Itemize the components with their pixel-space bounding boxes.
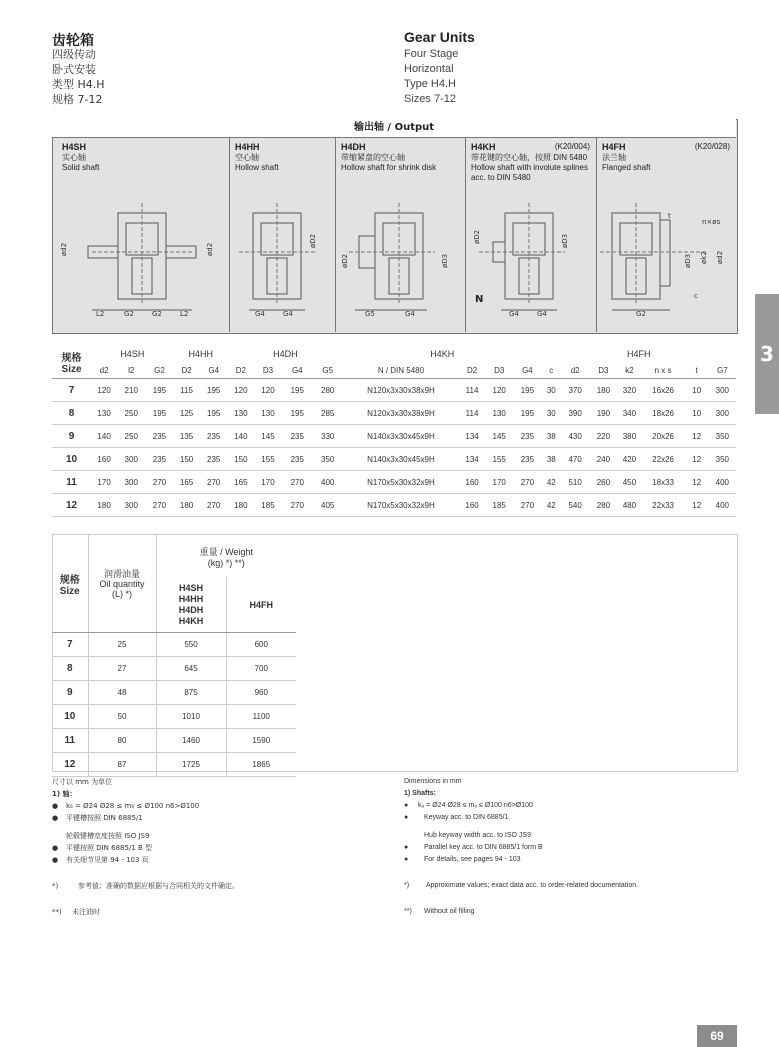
note-details: 有关细节见第 94 - 103 页 <box>66 856 149 864</box>
table-cell: 25 <box>88 633 156 657</box>
oil-header-cn: 润滑油量 <box>103 568 140 579</box>
table-cell: 170 <box>254 471 282 494</box>
type-code: H4KH <box>471 142 496 152</box>
table-cell: 1100 <box>226 705 296 729</box>
dim-label: t <box>668 212 671 220</box>
oil-header <box>88 535 156 633</box>
column-header: D2 <box>466 365 478 375</box>
subtitle-cn-line: 卧式安装 <box>52 63 96 76</box>
table-cell: 875 <box>156 681 226 705</box>
table-cell: 27 <box>88 657 156 681</box>
note-shafts: 1) 轴： <box>52 790 77 798</box>
table-cell: 195 <box>145 379 173 402</box>
table-cell: 285 <box>312 402 342 425</box>
table-cell: 480 <box>617 494 641 517</box>
table-cell: N140x3x30x45x9H <box>343 448 459 471</box>
subtitle-cn-line: 规格 7-12 <box>52 93 103 106</box>
table-cell: 155 <box>485 448 513 471</box>
table-cell: 140 <box>228 425 254 448</box>
table-cell: 470 <box>561 448 589 471</box>
column-header: t <box>695 365 698 375</box>
size-cell: 7 <box>52 633 88 657</box>
dim-label: ød2 <box>60 242 68 256</box>
type-cn: 带缩紧盘的空心轴 <box>341 153 405 162</box>
weight-col-a-item: H4KH <box>178 615 204 626</box>
note-shafts: 1) Shafts: <box>404 790 436 797</box>
subtitle-cn <box>52 47 105 107</box>
size-header <box>52 346 91 379</box>
table-cell: N120x3x30x38x9H <box>343 402 459 425</box>
table-cell: 420 <box>617 448 641 471</box>
table-cell: 134 <box>459 425 485 448</box>
oil-header-en: Oil quantity <box>99 578 145 589</box>
table-cell: 400 <box>312 471 342 494</box>
note-star: Approximate values; exact data acc. to order-related documentation. <box>426 882 639 889</box>
table-cell: 38 <box>542 425 562 448</box>
dim-label: G4 <box>255 310 265 318</box>
table-cell: N170x5x30x32x9H <box>343 494 459 517</box>
table-cell: 120 <box>228 379 254 402</box>
table-cell: 150 <box>174 448 200 471</box>
table-cell: 240 <box>589 448 617 471</box>
table-cell: 510 <box>561 471 589 494</box>
table-cell: 300 <box>709 379 736 402</box>
table-cell: 600 <box>226 633 296 657</box>
dim-label: L2 <box>180 310 189 318</box>
table-cell: 235 <box>200 448 228 471</box>
size-header-cn: 规格 <box>61 353 82 364</box>
weight-table <box>52 535 296 777</box>
dim-label: N <box>475 294 484 305</box>
type-code: H4FH <box>602 142 626 152</box>
table-cell: 10 <box>685 379 709 402</box>
table-cell: 540 <box>561 494 589 517</box>
column-header: N / DIN 5480 <box>377 365 425 375</box>
table-cell: 18x33 <box>641 471 684 494</box>
section-tab[interactable]: 3 <box>755 294 779 414</box>
size-cell: 12 <box>52 753 88 777</box>
weight-col-a-item: H4SH <box>178 582 203 593</box>
column-header: G7 <box>716 365 728 375</box>
output-col-h4dh <box>335 138 466 332</box>
table-cell: 195 <box>200 402 228 425</box>
table-cell: 390 <box>561 402 589 425</box>
subtitle-en-line: Sizes 7-12 <box>404 93 456 105</box>
table-cell: 250 <box>117 402 145 425</box>
table-cell: 22x33 <box>641 494 684 517</box>
table-cell: 50 <box>88 705 156 729</box>
table-cell: 38 <box>542 448 562 471</box>
table-cell: 42 <box>542 494 562 517</box>
size-cell: 10 <box>52 448 91 471</box>
table-cell: 235 <box>513 425 541 448</box>
table-cell: 350 <box>709 448 736 471</box>
column-header: D2 <box>235 365 246 375</box>
table-row <box>52 494 736 517</box>
table-cell: 270 <box>282 471 312 494</box>
dim-label: øD3 <box>441 253 449 268</box>
table-cell: 450 <box>617 471 641 494</box>
type-ref: (K20/004) <box>554 142 590 151</box>
weight-header-title: 重量 / Weight <box>199 546 253 557</box>
table-cell: 400 <box>709 494 736 517</box>
table-cell: 12 <box>685 494 709 517</box>
weight-header-unit: (kg) *) **) <box>207 557 245 568</box>
size-cell: 11 <box>52 471 91 494</box>
note-dstar-mark: **) <box>404 908 412 915</box>
column-header: c <box>549 365 554 375</box>
table-cell: 150 <box>228 448 254 471</box>
table-cell: 280 <box>312 379 342 402</box>
table-cell: 195 <box>145 402 173 425</box>
table-cell: 300 <box>117 471 145 494</box>
title-cn: 齿轮箱 <box>52 33 94 49</box>
table-cell: 155 <box>254 448 282 471</box>
type-code: H4DH <box>341 142 366 152</box>
dim-label: c <box>694 292 698 300</box>
table-cell: 145 <box>254 425 282 448</box>
table-cell: 130 <box>254 402 282 425</box>
output-col-h4kh <box>465 138 597 332</box>
table-cell: 350 <box>709 425 736 448</box>
note-keyway: Keyway acc. to DIN 6885/1 <box>424 814 509 821</box>
table-cell: 300 <box>709 402 736 425</box>
table-cell: 400 <box>709 471 736 494</box>
table-cell: 134 <box>459 448 485 471</box>
group-header: H4HH <box>188 349 213 359</box>
table-cell: 16x26 <box>641 379 684 402</box>
column-header: l2 <box>128 365 135 375</box>
table-cell: 48 <box>88 681 156 705</box>
subtitle-en <box>404 47 458 107</box>
subtitle-cn-line: 四级传动 <box>52 48 96 61</box>
title-en: Gear Units <box>404 29 475 45</box>
table-cell: 270 <box>145 471 173 494</box>
table-cell: 235 <box>145 425 173 448</box>
table-cell: 30 <box>542 402 562 425</box>
table-row <box>52 705 296 729</box>
dim-label: øD3 <box>561 233 569 248</box>
table-cell: 145 <box>485 425 513 448</box>
dim-label: L2 <box>96 310 105 318</box>
subtitle-cn-line: 类型 H4.H <box>52 78 105 91</box>
table-cell: 195 <box>513 402 541 425</box>
table-row <box>52 753 296 777</box>
dim-label: G4 <box>509 310 519 318</box>
table-cell: 550 <box>156 633 226 657</box>
subtitle-en-line: Four Stage <box>404 48 459 60</box>
table-cell: 235 <box>282 425 312 448</box>
table-cell: 270 <box>513 494 541 517</box>
table-cell: 140 <box>91 425 117 448</box>
type-cn: 空心轴 <box>235 153 259 162</box>
table-cell: 125 <box>174 402 200 425</box>
table-cell: 180 <box>228 494 254 517</box>
table-cell: 180 <box>91 494 117 517</box>
table-cell: 320 <box>617 379 641 402</box>
table-cell: 42 <box>542 471 562 494</box>
table-row <box>52 657 296 681</box>
note-hub: Hub keyway width acc. to ISO JS9 <box>424 832 531 839</box>
table-cell: 235 <box>200 425 228 448</box>
note-keyway: 平键槽按照 DIN 6885/1 <box>66 814 143 822</box>
table-cell: 270 <box>200 471 228 494</box>
table-cell: 195 <box>282 402 312 425</box>
table-cell: 18x26 <box>641 402 684 425</box>
column-header: G2 <box>154 365 165 375</box>
group-header: H4KH <box>430 349 455 359</box>
note-dstar: 未注油时 <box>72 908 100 916</box>
column-header: D2 <box>181 365 192 375</box>
table-cell: 1865 <box>226 753 296 777</box>
table-row <box>52 681 296 705</box>
output-title: 输出轴 / Output <box>52 119 736 138</box>
group-header: H4FH <box>627 349 651 359</box>
table-cell: 80 <box>88 729 156 753</box>
note-k-line: k₆ = Ø24 Ø28 ≤ m₆ ≤ Ø100 n6>Ø100 <box>66 802 200 810</box>
table-cell: 700 <box>226 657 296 681</box>
type-code: H4HH <box>235 142 260 152</box>
column-header: k2 <box>625 365 634 375</box>
table-cell: 370 <box>561 379 589 402</box>
size-cell: 7 <box>52 379 91 402</box>
output-col-h4hh <box>229 138 336 332</box>
table-cell: 130 <box>228 402 254 425</box>
size-header-cn: 规格 <box>59 574 80 586</box>
column-header: G5 <box>322 365 334 375</box>
table-cell: 115 <box>174 379 200 402</box>
table-row <box>52 402 736 425</box>
table-row <box>52 729 296 753</box>
table-row <box>52 425 736 448</box>
oil-header-unit: (L) *) <box>112 588 132 599</box>
type-ref: (K20/028) <box>694 142 730 151</box>
weight-col-a-item: H4HH <box>178 593 204 604</box>
dim-label: øk2 <box>700 251 708 264</box>
group-header: H4SH <box>120 349 145 359</box>
table-cell: 180 <box>174 494 200 517</box>
dim-label: G2 <box>124 310 134 318</box>
table-cell: 210 <box>117 379 145 402</box>
dim-label: øD2 <box>473 229 481 244</box>
table-cell: 120 <box>91 379 117 402</box>
dim-label: G4 <box>537 310 547 318</box>
notes-en: Dimensions in mm 1) Shafts: ● k₆ = Ø24 Ø28 ≤ m₆ ≤ Ø100 n6>Ø100 ● Keyway acc. to DIN 6885/1 Hub keyway width acc. to ISO JS9 ● Parallel key acc. to DIN 6885/1 form B ● For details, see pages 94 - 103 *) Approximate values; exact data acc. to order-related documentation. **) Without oil filling <box>404 776 734 918</box>
type-code: H4SH <box>62 142 87 152</box>
type-en: Hollow shaft with involute splines acc. to DIN 5480 <box>471 163 588 182</box>
dim-label: G2 <box>636 310 646 318</box>
table-cell: 160 <box>459 494 485 517</box>
table-cell: 20x26 <box>641 425 684 448</box>
subtitle-en-line: Type H4.H <box>404 78 456 90</box>
column-header: G4 <box>522 365 533 375</box>
weight-col-a <box>156 577 226 632</box>
note-star-mark: *) <box>404 882 410 889</box>
column-header: d2 <box>570 365 580 375</box>
dim-label: G5 <box>365 310 375 318</box>
group-header: H4DH <box>273 349 298 359</box>
table-cell: 270 <box>282 494 312 517</box>
note-dstar: Without oil filling <box>424 908 475 915</box>
table-cell: N140x3x30x45x9H <box>343 425 459 448</box>
table-cell: 270 <box>200 494 228 517</box>
drawing-h4fh <box>596 198 736 328</box>
dim-label: øD2 <box>341 253 349 268</box>
table-cell: N120x3x30x38x9H <box>343 379 459 402</box>
size-cell: 10 <box>52 705 88 729</box>
table-cell: 30 <box>542 379 562 402</box>
table-cell: 235 <box>145 448 173 471</box>
table-cell: 270 <box>513 471 541 494</box>
table-cell: 12 <box>685 425 709 448</box>
table-cell: 114 <box>459 379 485 402</box>
type-en: Hollow shaft for shrink disk <box>341 163 437 172</box>
table-cell: 280 <box>589 494 617 517</box>
output-col-h4sh <box>52 138 230 332</box>
type-cn: 法兰轴 <box>602 153 626 162</box>
table-cell: 185 <box>254 494 282 517</box>
size-header-en: Size <box>61 364 82 375</box>
table-row <box>52 633 296 657</box>
table-cell: 1460 <box>156 729 226 753</box>
type-en: Flanged shaft <box>602 163 651 172</box>
dimension-table <box>52 346 736 517</box>
output-col-h4fh <box>596 138 736 332</box>
table-cell: 12 <box>685 448 709 471</box>
table-cell: 165 <box>174 471 200 494</box>
dim-label: ød2 <box>206 242 214 256</box>
table-cell: 195 <box>200 379 228 402</box>
size-cell: 12 <box>52 494 91 517</box>
drawing-h4kh <box>465 198 596 328</box>
table-cell: 645 <box>156 657 226 681</box>
table-cell: 1010 <box>156 705 226 729</box>
size-header <box>52 535 88 633</box>
page-number: 69 <box>697 1025 737 1047</box>
table-cell: 350 <box>312 448 342 471</box>
note-star-mark: *) <box>52 882 59 890</box>
dim-label: ød2 <box>716 250 724 264</box>
dim-label: G2 <box>152 310 162 318</box>
type-cn: 实心轴 <box>62 153 86 162</box>
note-star: 参考值；准确的数据应根据与合同相关的文件确定。 <box>78 882 239 890</box>
column-header: D3 <box>262 365 274 375</box>
dim-label: G4 <box>283 310 293 318</box>
note-hub: 轮毂键槽宽度按照 ISO JS9 <box>66 832 150 840</box>
table-cell: 405 <box>312 494 342 517</box>
table-cell: 87 <box>88 753 156 777</box>
type-en: Solid shaft <box>62 163 100 172</box>
type-cn: 带花键的空心轴，按照 DIN 5480 <box>471 153 588 162</box>
dim-label: G4 <box>405 310 415 318</box>
table-cell: 185 <box>485 494 513 517</box>
note-unit: Dimensions in mm <box>404 778 462 785</box>
table-cell: 260 <box>589 471 617 494</box>
table-cell: 130 <box>91 402 117 425</box>
column-header: G4 <box>291 365 303 375</box>
table-row <box>52 471 736 494</box>
note-dstar-mark: **) <box>52 908 62 916</box>
column-header: D3 <box>598 365 609 375</box>
table-cell: 120 <box>254 379 282 402</box>
size-cell: 8 <box>52 657 88 681</box>
table-cell: 1725 <box>156 753 226 777</box>
table-cell: 190 <box>589 402 617 425</box>
size-cell: 9 <box>52 681 88 705</box>
weight-header <box>156 535 296 577</box>
table-cell: 130 <box>485 402 513 425</box>
table-cell: 120 <box>485 379 513 402</box>
dim-label: n×øs <box>702 218 721 226</box>
table-cell: 330 <box>312 425 342 448</box>
drawing-h4hh <box>229 198 335 328</box>
note-parallel: 平键按照 DIN 6885/1 B 型 <box>66 844 153 852</box>
column-header: D3 <box>494 365 505 375</box>
note-parallel: Parallel key acc. to DIN 6885/1 form B <box>424 844 543 851</box>
weight-col-b: H4FH <box>226 577 296 632</box>
note-k-line: k₆ = Ø24 Ø28 ≤ m₆ ≤ Ø100 n6>Ø100 <box>418 802 533 809</box>
table-cell: 170 <box>485 471 513 494</box>
notes-cn: 尺寸以 mm 为单位 1) 轴： ● k₆ = Ø24 Ø28 ≤ m₆ ≤ Ø100 n6>Ø100 ● 平键槽按照 DIN 6885/1 轮毂键槽宽度按照 ISO JS9 ● 平键按照 DIN 6885/1 B 型 ● 有关细节见第 94 - 103 页 *) 参考值；准确的数据应根据与合同相关的文件确定。 **) 未注油时 <box>52 776 372 918</box>
table-cell: 270 <box>145 494 173 517</box>
table-cell: 160 <box>91 448 117 471</box>
column-header: n x s <box>654 365 672 375</box>
table-cell: 10 <box>685 402 709 425</box>
table-cell: 235 <box>513 448 541 471</box>
table-cell: 300 <box>117 494 145 517</box>
column-header: G4 <box>208 365 220 375</box>
table-cell: 1590 <box>226 729 296 753</box>
table-cell: 300 <box>117 448 145 471</box>
table-cell: 220 <box>589 425 617 448</box>
note-details: For details, see pages 94 - 103 <box>424 856 521 863</box>
table-cell: 380 <box>617 425 641 448</box>
size-header-en: Size <box>59 585 80 597</box>
table-row <box>52 379 736 402</box>
table-cell: 180 <box>589 379 617 402</box>
table-cell: 195 <box>282 379 312 402</box>
table-cell: 250 <box>117 425 145 448</box>
table-cell: 12 <box>685 471 709 494</box>
size-cell: 11 <box>52 729 88 753</box>
table-cell: 170 <box>91 471 117 494</box>
drawing-h4sh <box>52 198 229 328</box>
size-cell: 9 <box>52 425 91 448</box>
table-cell: 340 <box>617 402 641 425</box>
table-cell: N170x5x30x32x9H <box>343 471 459 494</box>
table-cell: 160 <box>459 471 485 494</box>
table-cell: 114 <box>459 402 485 425</box>
weight-col-a-item: H4DH <box>178 604 204 615</box>
type-en: Hollow shaft <box>235 163 279 172</box>
table-cell: 165 <box>228 471 254 494</box>
note-unit: 尺寸以 mm 为单位 <box>52 778 113 786</box>
drawing-h4dh <box>335 198 465 328</box>
table-cell: 135 <box>174 425 200 448</box>
table-cell: 22x26 <box>641 448 684 471</box>
table-row <box>52 448 736 471</box>
column-header: d2 <box>99 365 109 375</box>
subtitle-en-line: Horizontal <box>404 63 454 75</box>
dim-label: øD3 <box>684 253 692 268</box>
table-cell: 195 <box>513 379 541 402</box>
size-cell: 8 <box>52 402 91 425</box>
table-cell: 430 <box>561 425 589 448</box>
table-cell: 960 <box>226 681 296 705</box>
dim-label: øD2 <box>309 233 317 248</box>
table-cell: 235 <box>282 448 312 471</box>
